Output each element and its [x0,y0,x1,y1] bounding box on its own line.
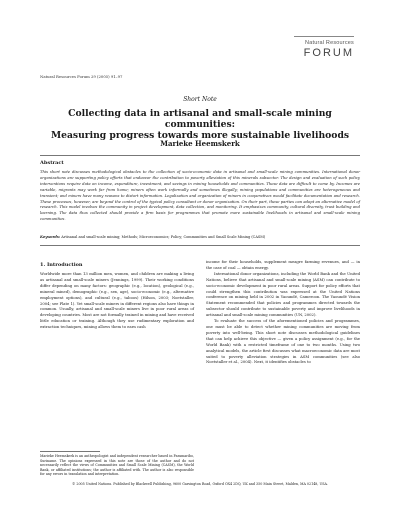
divider-top [40,155,360,156]
journal-logo [304,40,354,59]
paragraph: income for their households, supplement meagre farming revenues, and — in the case of coal — obtain energy. [206,260,360,270]
divider-bottom [40,245,360,246]
abstract-heading: Abstract [40,160,64,166]
author-name: Marieke Heemskerk [160,139,240,148]
abstract-text: This short note discusses methodological obstacles to the collection of socio-economic data in artisanal and small-scale mining communities. International donor organizations are supporting policy efforts that endeavor the contribution to poverty alleviation of this minerals subsector. The design and evaluation of such policy interventions require data on income, expenditure, investment, and savings in mining households and communities. These data are difficult to come by. Incomes are variable, migrants may work far from home; miners often work informally and sometimes illegally; mining populations and communities are heterogeneous and transient; and miners have many reasons to distort information. Legalization and organization of miners in cooperatives would facilitate documentation and research. These processes, however, are beyond the control of the typical policy consultant or donor organization. On their part, these parties can adopt an alternative model of research. This model involves the community in project development, data collection, and monitoring. It emphasizes community, cultural diversity, trust building and learning. The data thus collected should provide a firm basis for programmes that promote more sustainable livelihoods in artisanal and small-scale mining communities. [40,170,360,222]
keywords-text: Artisanal and small-scale mining; Methods; Microeconomics; Policy; Communities and Small Scale Mining (CASM) [61,235,266,239]
footnote-rule [40,451,100,452]
paragraph: International donor organizations, including the World Bank and the United Nations, believe that artisanal and small-scale mining (ASM) can contribute to socio-economic development in poor rural areas. Support for policy efforts that could strengthen this contribution was expressed at the United Nations conference on mining held in 2002 in Yaoundé, Cameroon. The Yaoundé Vision Statement recommended that policies and programmes directed towards the subsector should contribute to sustainable poverty and improve livelihoods in artisanal and small-scale mining communities (UN, 2002). [206,271,360,318]
journal-logo-line2: FORUM [303,47,354,59]
right-column [206,260,360,366]
article-type: Short Note [183,96,217,103]
title-line-1: Collecting data in artisanal and small-scale mining communities: [68,108,332,130]
logo-rule [294,36,354,37]
paragraph: Worldwide more than 13 million men, women, and children are making a living as artisanal and small-scale miners (Jennings, 1999). Their working conditions differ depending on many factors: geographic (e.g., location), geological (e.g., mineral mined), demographic (e.g., sex, age), socio-economic (e.g., alternative employment options), and cultural (e.g., taboos) (Hilson, 2003; Noetstaller, 2004; see Plate 1). Yet small-scale miners in different regions also have things in common. Usually, artisanal and small-scale miners live in poor rural areas of developing countries. Most are not formally trained in mining and have received little education or training. Although they use rudimentary exploration and extraction techniques, mining allows them to earn cash [40,272,194,330]
left-column [40,272,194,331]
section-heading-introduction: 1. Introduction [40,262,83,268]
title-line-2: Measuring progress towards more sustainable livelihoods [50,130,350,141]
paragraph: To evaluate the success of the aforementioned policies and programmes, one must be able to detect whether mining communities are moving from poverty into well-being. This short note discusses methodological guidelines that can help achieve this objective — given a policy assignment (e.g., for the World Bank) with a restricted timeframe of one to two months. Using two analytical models, the article first discusses what macroeconomic data are most suited to poverty alleviation strategies in ASM communities (see also Noetstaller et al., 2004). Next, it identifies obstacles to [206,319,360,365]
copyright-line: © 2005 United Nations. Published by Blackwell Publishing, 9600 Garsington Road, Oxford OX4 2DQ, UK and 350 Main Street, Malden, MA 02148, USA. [72,482,328,486]
author-footnote: Marieke Heemskerk is an anthropologist and independent researcher based in Paramaribo, Suriname. The opinions expressed in this note are those of the author and do not necessarily reflect the views of Communities and Small Scale Mining (CASM), the World Bank, or affiliated institutions; the author is affiliated with. The author is also responsible for any errors in translation and interpretation. [40,454,194,477]
keywords-label: Keywords: [40,235,61,239]
journal-logo-line1: Natural Resources [305,40,354,46]
journal-citation: Natural Resources Forum 29 (2005) 91–97 [40,74,123,79]
article-title [40,108,360,141]
keywords [40,235,360,240]
